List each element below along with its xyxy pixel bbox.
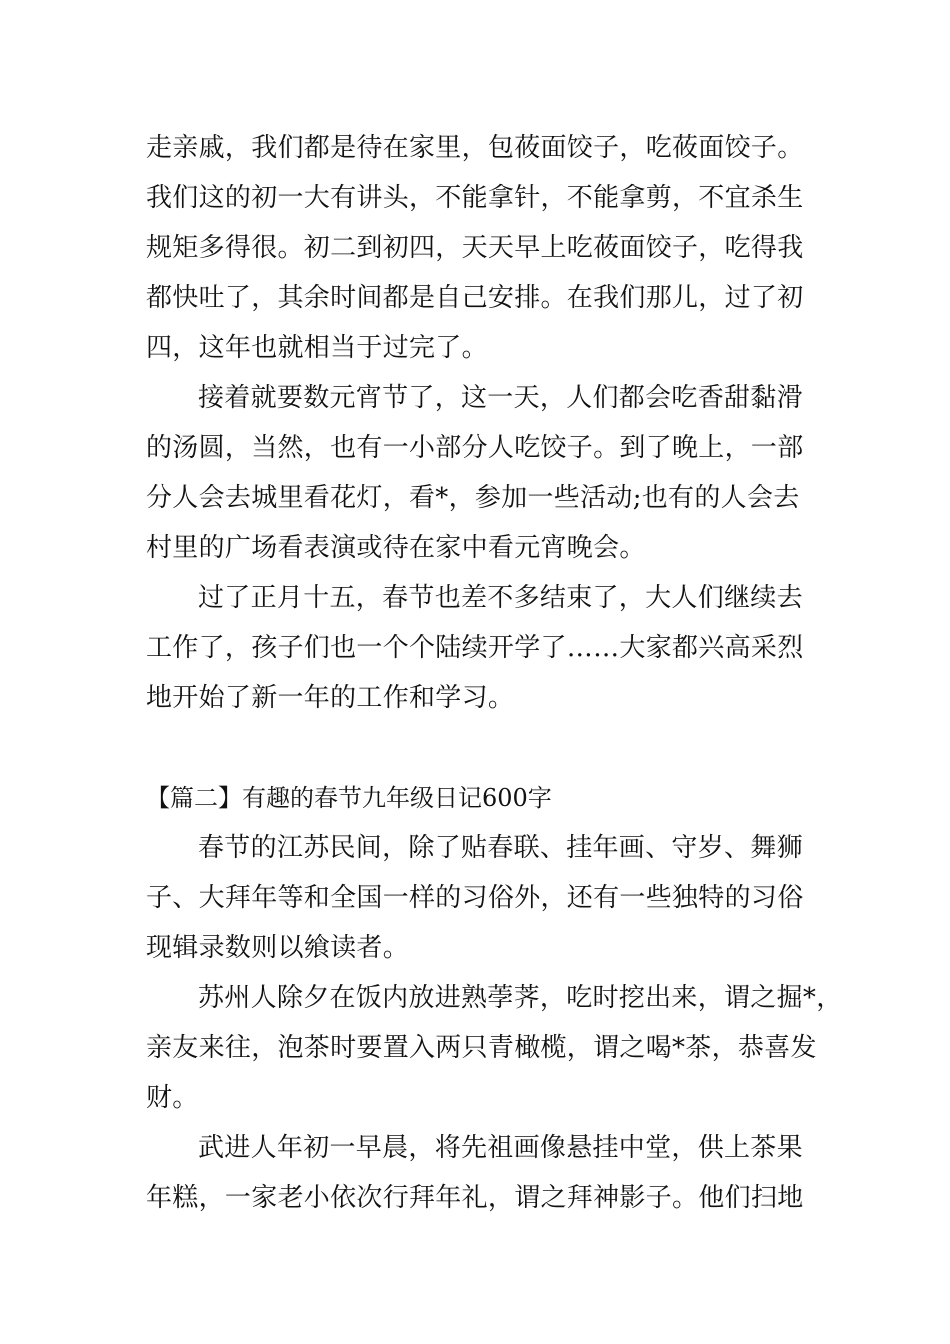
paragraph-first-line: 武进人年初一早晨，将先祖画像悬挂中堂，供上茶果 <box>198 1133 803 1163</box>
paragraph-first-line: 过了正月十五，春节也差不多结束了，大人们继续去 <box>198 583 803 613</box>
body-text-line: 现辑录数则以飨读者。 <box>146 933 410 963</box>
body-text-line: 财。 <box>146 1083 199 1113</box>
paragraph-first-line: 春节的江苏民间，除了贴春联、挂年画、守岁、舞狮 <box>198 833 803 863</box>
body-text-line: 子、大拜年等和全国一样的习俗外，还有一些独特的习俗 <box>146 883 804 913</box>
body-text-line: 规矩多得很。初二到初四，天天早上吃莜面饺子，吃得我 <box>146 233 804 263</box>
body-text-line: 都快吐了，其余时间都是自己安排。在我们那儿，过了初 <box>146 283 804 313</box>
paragraph-first-line: 苏州人除夕在饭内放进熟荸荠，吃时挖出来，谓之掘*， <box>198 983 843 1013</box>
body-text-line: 年糕，一家老小依次行拜年礼，谓之拜神影子。他们扫地 <box>146 1183 804 1213</box>
body-text-line: 我们这的初一大有讲头，不能拿针，不能拿剪，不宜杀生 <box>146 183 804 213</box>
body-text-line: 村里的广场看表演或待在家中看元宵晚会。 <box>146 533 646 563</box>
body-text-line: 分人会去城里看花灯，看*，参加一些活动;也有的人会去 <box>146 483 800 513</box>
body-text-line: 走亲戚，我们都是待在家里，包莜面饺子，吃莜面饺子。 <box>146 133 804 163</box>
paragraph-first-line: 接着就要数元宵节了，这一天，人们都会吃香甜黏滑 <box>198 383 803 413</box>
body-text-line: 亲友来往，泡茶时要置入两只青橄榄，谓之喝*茶，恭喜发 <box>146 1033 817 1063</box>
body-text-line: 的汤圆，当然，也有一小部分人吃饺子。到了晚上，一部 <box>146 433 804 463</box>
body-text-line: 四，这年也就相当于过完了。 <box>146 333 488 363</box>
section-heading: 【篇二】有趣的春节九年级日记600字 <box>146 784 552 812</box>
body-text-line: 工作了，孩子们也一个个陆续开学了……大家都兴高采烈 <box>146 633 804 663</box>
body-text-line: 地开始了新一年的工作和学习。 <box>146 683 515 713</box>
